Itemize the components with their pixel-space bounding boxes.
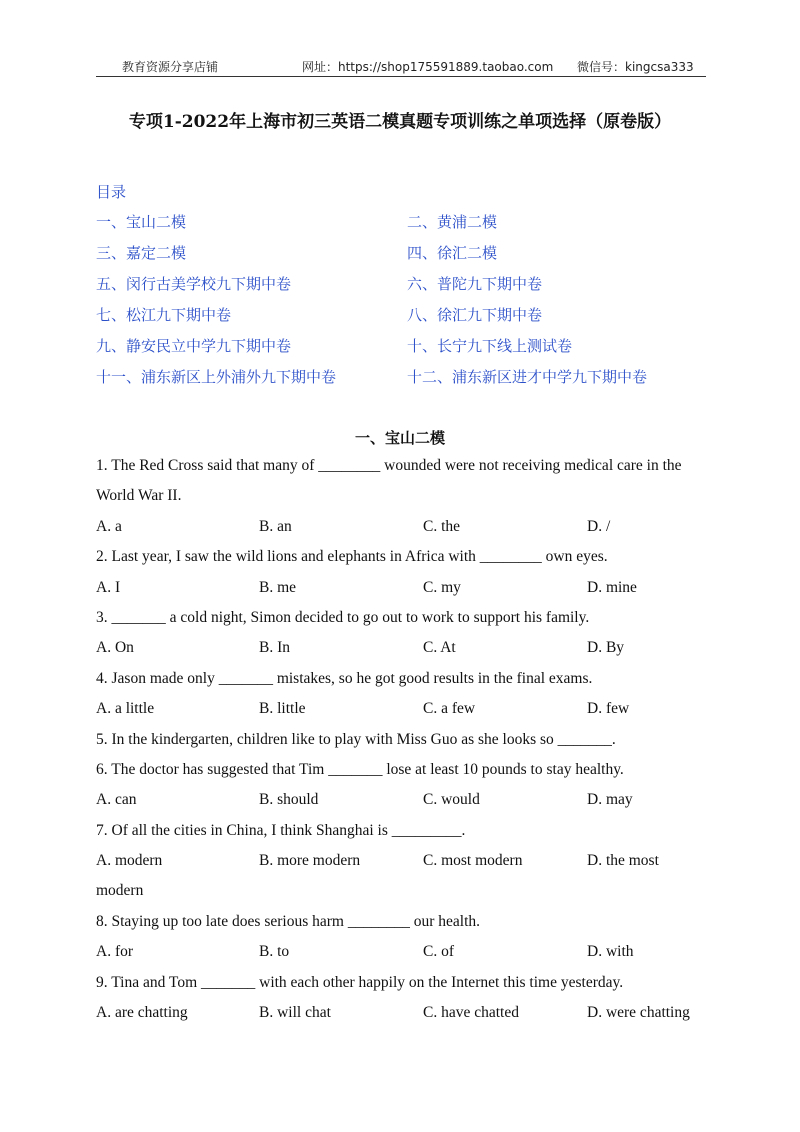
header-shop-name: 教育资源分享店铺	[122, 60, 219, 74]
option-a: A. a	[96, 517, 122, 535]
options-row	[96, 577, 716, 607]
option-a: A. are chatting	[96, 1004, 188, 1022]
toc-link[interactable]: 四、徐汇二模	[407, 244, 498, 262]
option-d: D. the most	[587, 852, 659, 870]
section-heading: 一、宝山二模	[354, 429, 445, 447]
option-c: C. the	[423, 517, 461, 535]
option-d: D. mine	[587, 578, 637, 596]
toc-link[interactable]: 十、长宁九下线上测试卷	[407, 337, 573, 355]
question-text: 7. Of all the cities in China, I think Shanghai is _________.	[96, 821, 466, 839]
option-b: B. little	[259, 700, 306, 718]
option-b: B. an	[259, 517, 292, 535]
question-text: 9. Tina and Tom _______ with each other happily on the Internet this time yesterday.	[96, 973, 624, 991]
header-website[interactable]: 网址：https://shop175591889.taobao.com	[302, 60, 554, 74]
table-of-contents	[96, 211, 716, 397]
option-c: C. have chatted	[423, 1004, 519, 1022]
toc-link[interactable]: 五、闵行古美学校九下期中卷	[96, 275, 292, 293]
option-c: C. most modern	[423, 852, 523, 870]
question-text: 1. The Red Cross said that many of ________ wounded were not receiving medical care in the	[96, 457, 682, 474]
option-d: D. may	[587, 791, 633, 809]
option-c: C. of	[423, 943, 454, 961]
option-b: B. In	[259, 639, 290, 657]
question-text: 6. The doctor has suggested that Tim _______ lose at least 10 pounds to stay healthy.	[96, 760, 624, 778]
option-b: B. should	[259, 791, 319, 809]
option-d: D. /	[587, 517, 611, 535]
question-text: 4. Jason made only _______ mistakes, so he got good results in the final exams.	[96, 669, 593, 687]
option-b: B. will chat	[259, 1004, 331, 1022]
options-row	[96, 1002, 716, 1032]
toc-link[interactable]: 九、静安民立中学九下期中卷	[96, 337, 292, 355]
question-text-cont: World War II.	[96, 487, 182, 505]
toc-heading: 目录	[96, 183, 127, 201]
option-a: A. can	[96, 791, 137, 809]
options-row	[96, 637, 716, 667]
option-c: C. a few	[423, 700, 476, 718]
option-c: C. At	[423, 639, 456, 657]
options-row	[96, 516, 716, 546]
option-d: D. few	[587, 700, 630, 718]
option-c: C. would	[423, 791, 480, 809]
question-text: 5. In the kindergarten, children like to play with Miss Guo as she looks so _______.	[96, 730, 616, 748]
option-b: B. to	[259, 943, 290, 961]
toc-link[interactable]: 十一、浦东新区上外浦外九下期中卷	[96, 368, 337, 386]
header-wechat: 微信号：kingcsa333	[577, 60, 694, 74]
option-c: C. my	[423, 578, 461, 596]
options-row	[96, 941, 716, 971]
option-d: D. were chatting	[587, 1004, 690, 1022]
option-a: A. a little	[96, 700, 155, 718]
option-a: A. I	[96, 578, 121, 596]
option-a: A. for	[96, 943, 134, 961]
option-a: A. On	[96, 639, 134, 657]
question-text: 3. _______ a cold night, Simon decided to go out to work to support his family.	[96, 608, 590, 626]
page-header	[96, 56, 706, 77]
options-row	[96, 850, 716, 880]
option-d: D. By	[587, 639, 625, 657]
toc-link[interactable]: 十二、浦东新区进才中学九下期中卷	[407, 368, 648, 386]
option-b: B. me	[259, 578, 297, 596]
toc-link[interactable]: 六、普陀九下期中卷	[407, 275, 543, 293]
options-row	[96, 789, 716, 819]
option-a: A. modern	[96, 852, 163, 870]
question-text: 8. Staying up too late does serious harm ________ our health.	[96, 912, 480, 930]
toc-link[interactable]: 一、宝山二模	[96, 213, 187, 231]
toc-link[interactable]: 三、嘉定二模	[96, 244, 187, 262]
option-b: B. more modern	[259, 852, 361, 870]
option-d-cont: modern	[96, 882, 144, 900]
question-text: 2. Last year, I saw the wild lions and elephants in Africa with ________ own eyes.	[96, 548, 608, 566]
document-title: 专项1-2022年上海市初三英语二模真题专项训练之单项选择（原卷版）	[128, 112, 672, 132]
options-row	[96, 698, 716, 728]
toc-link[interactable]: 八、徐汇九下期中卷	[407, 306, 543, 324]
question-list	[96, 455, 716, 1032]
toc-link[interactable]: 二、黄浦二模	[407, 213, 498, 231]
toc-link[interactable]: 七、松江九下期中卷	[96, 306, 232, 324]
option-d: D. with	[587, 943, 634, 961]
